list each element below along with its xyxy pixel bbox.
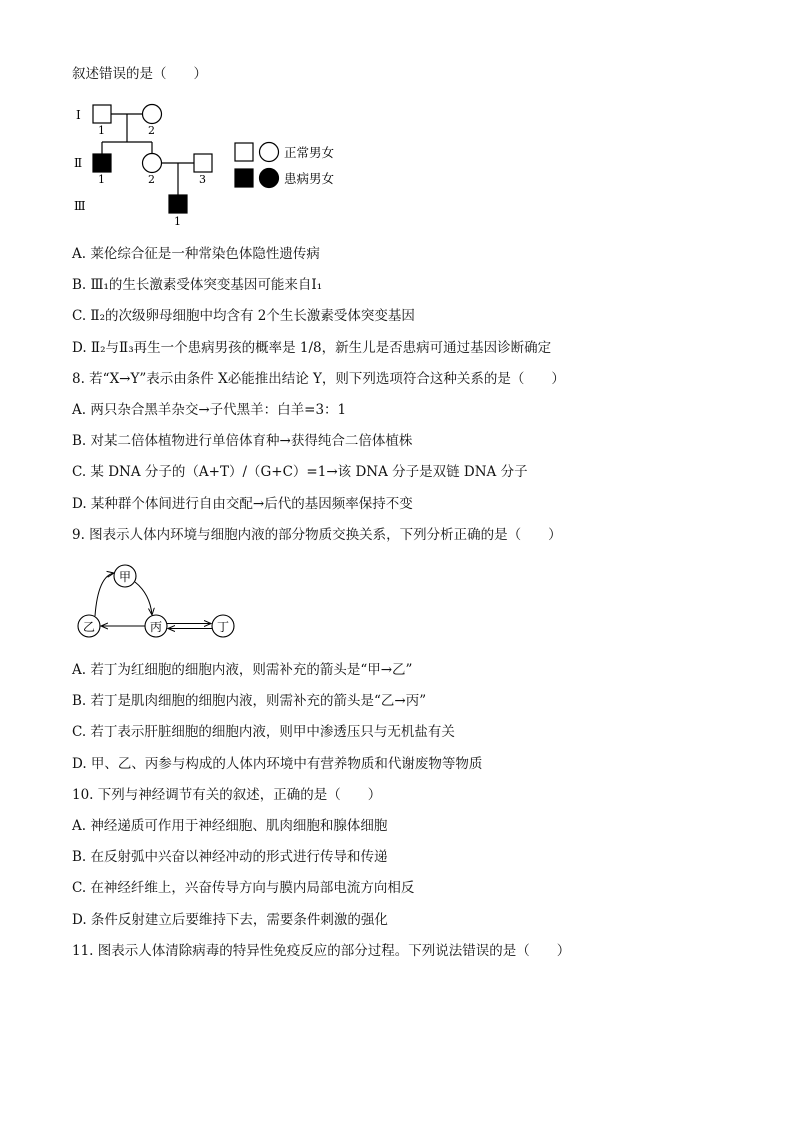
arrow-yi-to-jia — [95, 573, 114, 616]
legend-female-normal — [260, 143, 279, 162]
legend-male-affected — [235, 169, 253, 187]
q9-option-c: C. 若丁表示肝脏细胞的细胞内液，则甲中渗透压只与无机盐有关 — [72, 724, 455, 740]
q9-option-a: A. 若丁为红细胞的细胞内液，则需补充的箭头是“甲→乙” — [72, 662, 413, 678]
q10-option-b: B. 在反射弧中兴奋以神经冲动的形式进行传导和传递 — [72, 849, 388, 865]
node-yi-label: 乙 — [82, 620, 96, 634]
legend-normal-label: 正常男女 — [284, 145, 335, 160]
legend-female-affected — [260, 169, 279, 188]
node-ding-label: 丁 — [216, 620, 230, 634]
generation-label-2: Ⅱ — [74, 156, 83, 170]
q11-stem: 11. 图表示人体清除病毒的特异性免疫反应的部分过程。下列说法错误的是（ ） — [72, 943, 571, 959]
pedigree-male-affected — [169, 195, 187, 213]
individual-number: 1 — [174, 215, 181, 228]
q8-option-c: C. 某 DNA 分子的（A+T）/（G+C）=1→该 DNA 分子是双链 DNA 分子 — [72, 464, 528, 480]
q7-stem-tail: 叙述错误的是（ ） — [72, 66, 207, 82]
exchange-diagram — [70, 558, 245, 646]
individual-number: 2 — [148, 124, 155, 137]
q8-option-a: A. 两只杂合黑羊杂交→子代黑羊：白羊=3：1 — [72, 402, 347, 418]
q10-option-a: A. 神经递质可作用于神经细胞、肌肉细胞和腺体细胞 — [72, 818, 388, 834]
q7-option-c: C. Ⅱ₂的次级卵母细胞中均含有 2个生长激素受体突变基因 — [72, 308, 415, 324]
q7-option-a: A. 莱伦综合征是一种常染色体隐性遗传病 — [72, 246, 320, 262]
pedigree-female-normal — [143, 105, 162, 124]
individual-number: 1 — [98, 173, 105, 186]
individual-number: 3 — [199, 173, 206, 186]
legend-male-normal — [235, 143, 253, 161]
q8-option-d: D. 某种群个体间进行自由交配→后代的基因频率保持不变 — [72, 496, 413, 512]
pedigree-female-normal — [143, 154, 162, 173]
q8-option-b: B. 对某二倍体植物进行单倍体育种→获得纯合二倍体植株 — [72, 433, 413, 449]
legend-affected-label: 患病男女 — [284, 171, 335, 186]
q10-stem: 10. 下列与神经调节有关的叙述，正确的是（ ） — [72, 787, 382, 803]
pedigree-male-normal — [194, 154, 212, 172]
individual-number: 2 — [148, 173, 155, 186]
q7-option-b: B. Ⅲ₁的生长激素受体突变基因可能来自Ⅰ₁ — [72, 277, 323, 293]
q9-option-b: B. 若丁是肌肉细胞的细胞内液，则需补充的箭头是“乙→丙” — [72, 693, 427, 709]
q10-option-c: C. 在神经纤维上，兴奋传导方向与膜内局部电流方向相反 — [72, 880, 415, 896]
pedigree-male-normal — [93, 105, 111, 123]
q10-option-d: D. 条件反射建立后要维持下去，需要条件刺激的强化 — [72, 912, 388, 928]
q9-option-d: D. 甲、乙、丙参与构成的人体内环境中有营养物质和代谢废物等物质 — [72, 756, 483, 772]
pedigree-figure — [70, 98, 360, 228]
q9-stem: 9. 图表示人体内环境与细胞内液的部分物质交换关系，下列分析正确的是（ ） — [72, 527, 562, 543]
generation-label-1: Ⅰ — [76, 108, 81, 122]
node-bing-label: 丙 — [149, 620, 163, 634]
arrow-jia-to-bing — [135, 582, 152, 615]
pedigree-male-affected — [93, 154, 111, 172]
generation-label-3: Ⅲ — [74, 199, 86, 213]
node-jia-label: 甲 — [118, 570, 132, 584]
individual-number: 1 — [98, 124, 105, 137]
q8-stem: 8. 若“X→Y”表示由条件 X必能推出结论 Y，则下列选项符合这种关系的是（ ） — [72, 371, 565, 387]
q7-option-d: D. Ⅱ₂与Ⅱ₃再生一个患病男孩的概率是 1/8，新生儿是否患病可通过基因诊断确定 — [72, 340, 552, 356]
